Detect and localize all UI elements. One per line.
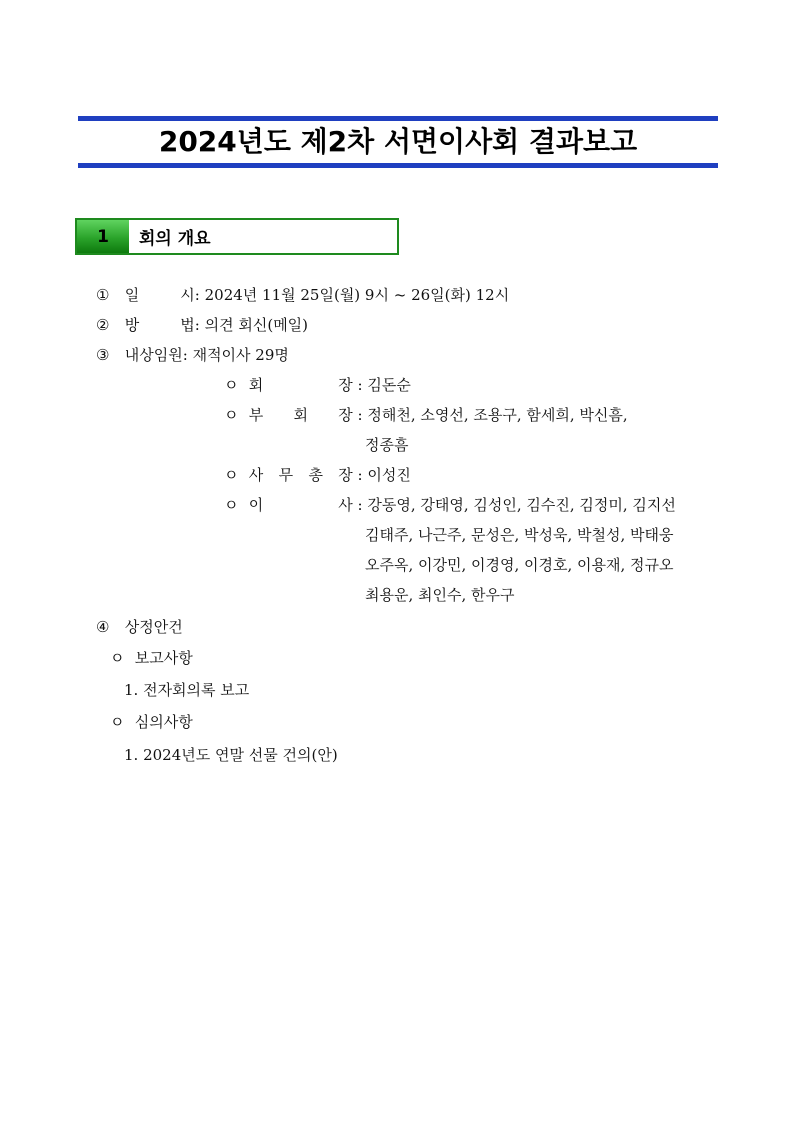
names: 정해천, 소영선, 조용구, 함세희, 박신흠, [367,406,628,424]
member-directors-cont-3 [365,585,514,605]
bullet: ㅇ [110,649,125,667]
overview-method: ② 방 법 : 의견 회신(메일) [96,316,309,334]
names: 강동영, 강태영, 김성인, 김수진, 김정미, 김지선 [367,496,676,514]
member-directors-cont-2 [365,555,674,575]
marker: ④ [96,618,110,636]
role: 사 무 총 장 [248,466,353,484]
page-title: 2024년도 제2차 서면이사회 결과보고 [158,125,638,158]
overview-target: ③ 내상임원: 재적이사 29명 [96,346,289,364]
value: 2024년 11월 25일(월) 9시 ~ 26일(화) 12시 [204,286,510,304]
agenda-item: 1. 2024년도 연말 선물 건의(안) [124,746,338,764]
marker: ③ [96,346,110,364]
names: 김돈순 [367,376,411,394]
agenda-item: 1. 전자회의록 보고 [124,681,250,699]
bullet: ㅇ [224,376,239,394]
names: 최용운, 최인수, 한우구 [365,586,515,604]
title-rule-top [78,116,718,121]
names: 이성진 [367,466,411,484]
bullet: ㅇ [110,713,125,731]
role: 회 장 [248,376,353,394]
label: 상정안건 [124,618,183,636]
section-header [75,218,399,255]
member-vice-chairman-cont [365,435,408,455]
member-chairman: ㅇ 회 장 : 김돈순 [224,376,411,394]
member-directors-cont-1 [365,525,674,545]
marker: ① [96,286,110,304]
names: 정종흠 [365,436,409,454]
bullet: ㅇ [224,466,239,484]
bullet: ㅇ [224,496,239,514]
group-title: 보고사항 [134,649,193,667]
marker: ② [96,316,110,334]
label: 일 시 [124,286,195,304]
title-rule-bottom [78,163,718,168]
role: 이 사 [248,496,353,514]
section-number: 1 [77,220,129,253]
role: 부 회 장 [248,406,353,424]
member-directors: ㅇ 이 사 : 강동영, 강태영, 김성인, 김수진, 김정미, 김지선 [224,496,676,514]
overview-date: ① 일 시 : 2024년 11월 25일(월) 9시 ~ 26일(화) 12시 [96,286,510,304]
agenda-group-deliberation [110,712,193,732]
agenda-heading [96,617,183,637]
label: 내상임원 [124,346,183,364]
section-title: 회의 개요 [139,229,211,249]
member-secretary-general: ㅇ 사 무 총 장 : 이성진 [224,466,411,484]
agenda-group-report [110,648,193,668]
member-vice-chairman: ㅇ 부 회 장 : 정해천, 소영선, 조용구, 함세희, 박신흠, [224,406,628,424]
names: 오주옥, 이강민, 이경영, 이경호, 이용재, 정규오 [365,556,674,574]
value: 의견 회신(메일) [204,316,309,334]
value: 재적이사 29명 [192,346,289,364]
title-block [78,116,718,168]
group-title: 심의사항 [134,713,193,731]
bullet: ㅇ [224,406,239,424]
names: 김태주, 나근주, 문성은, 박성욱, 박철성, 박태웅 [365,526,674,544]
label: 방 법 [124,316,195,334]
